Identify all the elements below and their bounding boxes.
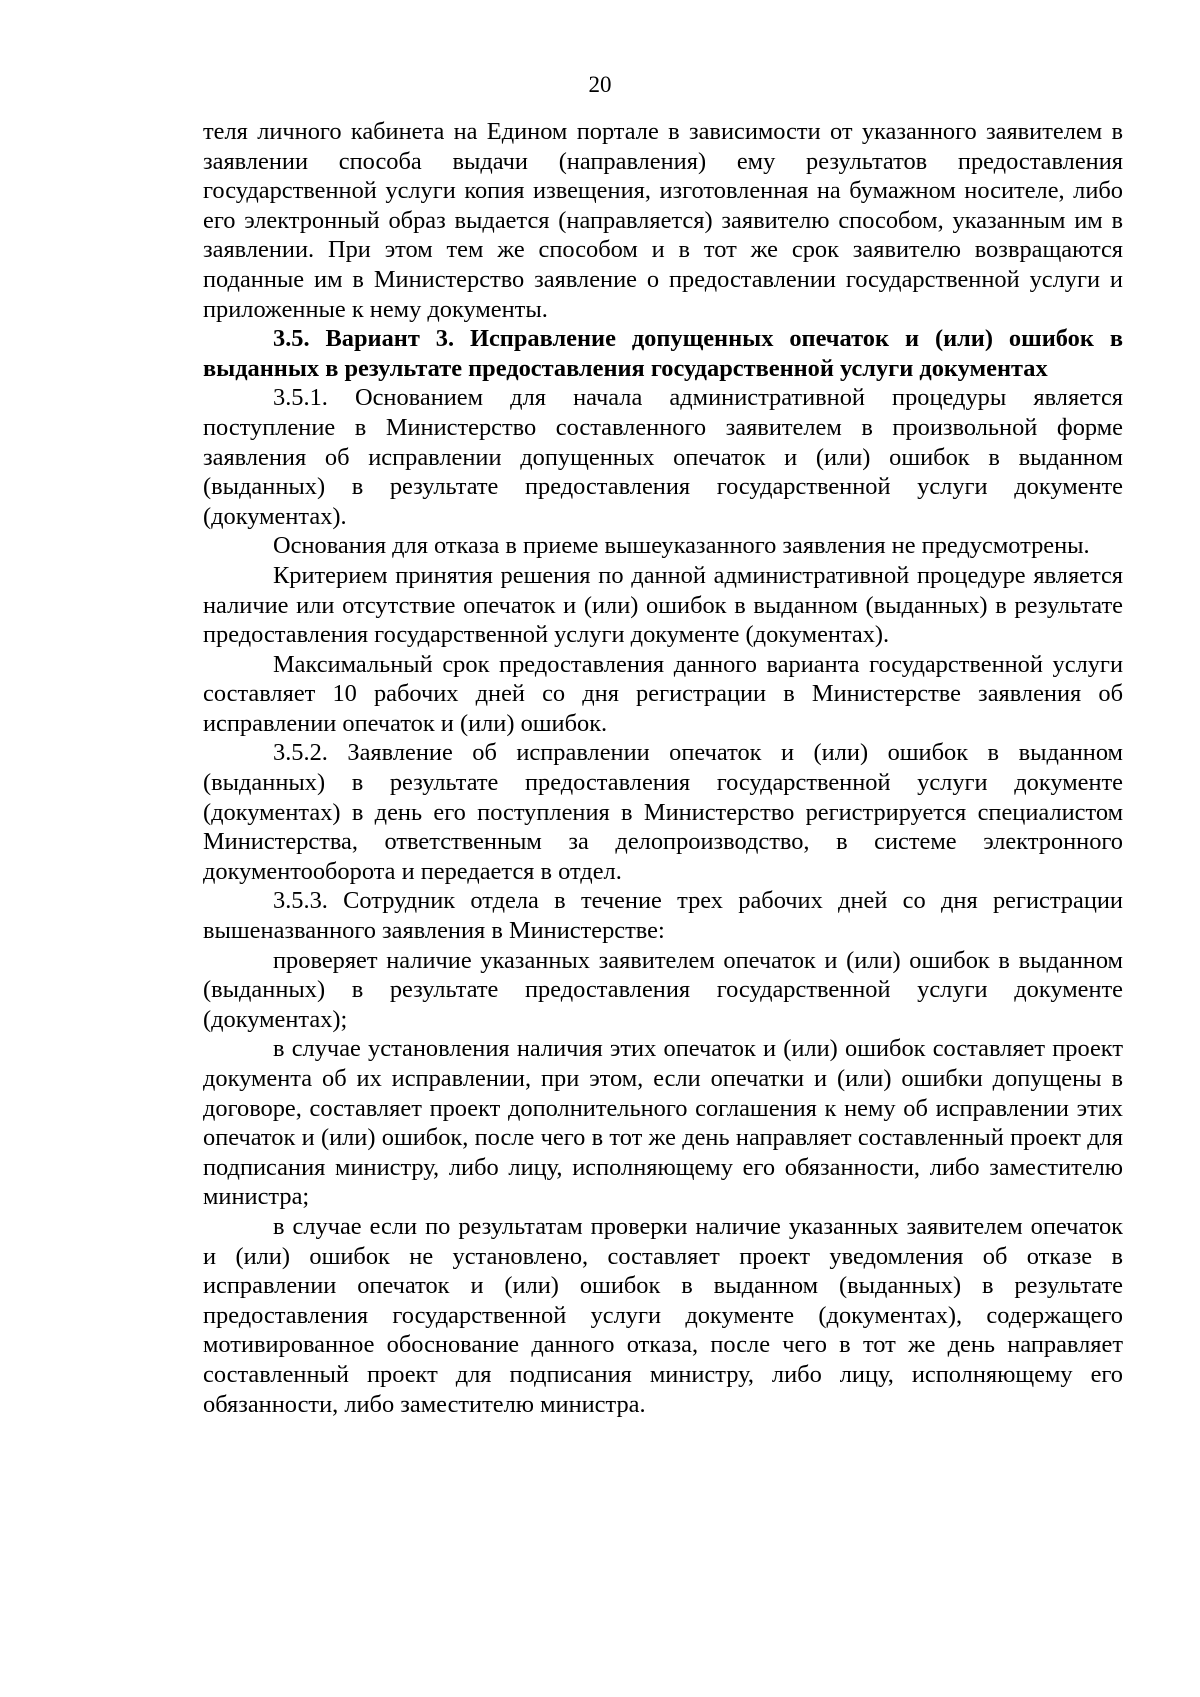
paragraph-3-5-2: 3.5.2. Заявление об исправлении опечаток и (или) ошибок в выданном (выданных) в результате предоставления государственной услуги документе (документах) в день его поступления в Министерство регистрируется специалистом Министерства, ответственным за делопроизводство, в системе электронного документооборота и передается в отдел. (203, 739, 1123, 885)
paragraph-max-term: Максимальный срок предоставления данного варианта государственной услуги составляет 10 рабочих дней со дня регистрации в Министерстве заявления об исправлении опечаток и (или) ошибок. (203, 650, 1123, 737)
paragraph-correction-case: в случае установления наличия этих опечаток и (или) ошибок составляет проект документа об их исправлении, при этом, если опечатки и (или) ошибки допущены в договоре, составляет проект дополнительного соглашения к нему об исправлении этих опечаток и (или) ошибок, после чего в тот же день направляет составленный проект для подписания министру, либо лицу, исполняющему его обязанности, либо заместителю министра; (203, 1035, 1123, 1211)
paragraph-decision-criterion: Критерием принятия решения по данной административной процедуре является наличие или отсутствие опечаток и (или) ошибок в выданном (выданных) в результате предоставления государственной услуги документе (документах). (203, 561, 1123, 649)
section-heading: 3.5. Вариант 3. Исправление допущенных опечаток и (или) ошибок в выданных в результате предоставления государственной услуги документах (203, 325, 1123, 382)
paragraph-3-5-1: 3.5.1. Основанием для начала административной процедуры является поступление в Министерство составленного заявителем в произвольной форме заявления об исправлении допущенных опечаток и (или) ошибок в выданном (выданных) в результате предоставления государственной услуги документе (документах). (203, 384, 1123, 530)
paragraph-checks: проверяет наличие указанных заявителем опечаток и (или) ошибок в выданном (выданных) в результате предоставления государственной услуги документе (документах); (203, 946, 1123, 1033)
document-body (203, 117, 1123, 1419)
paragraph-refusal-grounds: Основания для отказа в приеме вышеуказанного заявления не предусмотрены. (273, 532, 1090, 560)
page-number: 20 (588, 72, 612, 97)
paragraph-refusal-case: в случае если по результатам проверки наличие указанных заявителем опечаток и (или) ошибок не установлено, составляет проект уведомления об отказе в исправлении опечаток и (или) ошибок в выданном (выданных) в результате предоставления государственной услуги документе (документах), содержащего мотивированное обоснование данного отказа, после чего в тот же день направляет составленный проект для подписания министру, либо лицу, исполняющему его обязанности, либо заместителю министра. (203, 1212, 1123, 1418)
paragraph-3-5-3: 3.5.3. Сотрудник отдела в течение трех рабочих дней со дня регистрации вышеназванного заявления в Министерстве: (203, 887, 1123, 945)
paragraph-continuation: теля личного кабинета на Едином портале в зависимости от указанного заявителем в заявлении способа выдачи (направления) ему результатов предоставления государственной услуги копия извещения, изготовленная на бумажном носителе, либо его электронный образ выдается (направляется) заявителю способом, указанным им в заявлении. При этом тем же способом и в тот же срок заявителю возвращаются поданные им в Министерство заявление о предоставлении государственной услуги и приложенные к нему документы. (203, 118, 1123, 323)
